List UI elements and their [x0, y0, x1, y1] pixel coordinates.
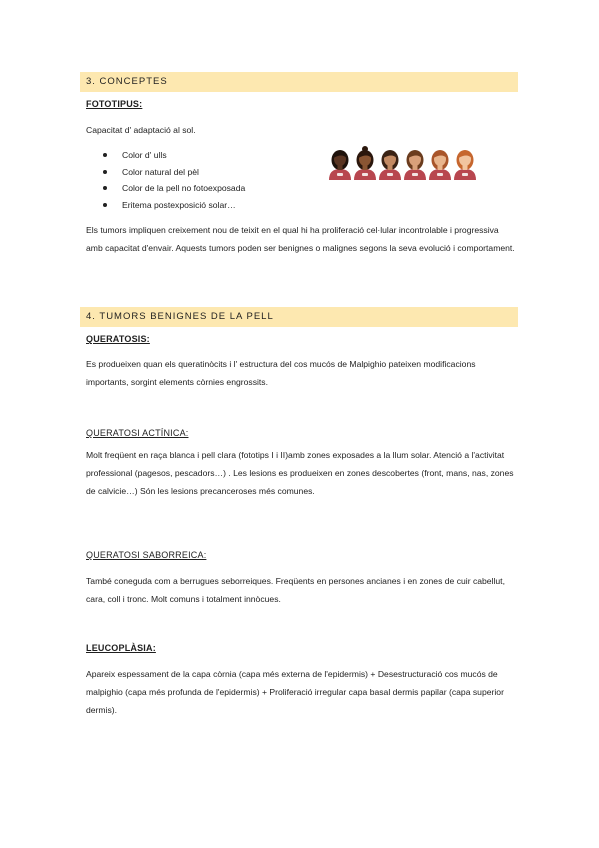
list-item: Color de la pell no fotoexposada	[86, 180, 245, 197]
person-figure	[379, 150, 401, 180]
section-heading-conceptes: 3. CONCEPTES	[80, 72, 518, 92]
section-heading-tumors-benignes: 4. TUMORS BENIGNES DE LA PELL	[80, 307, 518, 327]
queratosi-saborreica-text: També coneguda com a berrugues seborreiques. Freqüents en persones ancianes i en zones de cuir cabellut, cara, coll i tronc. Molt comuns i totalment innòcues.	[86, 576, 505, 604]
subheading-queratosis: QUERATOSIS:	[86, 334, 150, 344]
person-figure	[454, 150, 476, 180]
person-figure	[429, 150, 451, 180]
subheading-queratosi-actinica: QUERATOSI ACTÍNICA:	[86, 428, 189, 438]
person-figure	[404, 150, 426, 180]
tumors-paragraph: Els tumors impliquen creixement nou de teixit en el qual hi ha proliferació cel·lular incontrolable i progressiva amb capacitat d'envair. Aquests tumors poden ser benignes o malignes segons la seva evolució i comportament.	[86, 225, 515, 253]
queratosi-actinica-text: Molt freqüent en raça blanca i pell clara (fototips I i II)amb zones exposades a la llum solar. Atenció a l'activitat professional (pagesos, pescadors…) . Les lesions es produeixen en zones descobertes (front, mans, nas, zones de calvicie…) Són les lesions precanceroses més comunes.	[86, 450, 514, 496]
subheading-leucoplasia: LEUCOPLÀSIA:	[86, 643, 156, 653]
subheading-fototipus: FOTOTIPUS:	[86, 99, 143, 109]
person-figure	[354, 146, 376, 180]
list-item: Eritema postexposició solar…	[86, 197, 245, 214]
skin-tones-illustration	[328, 146, 478, 180]
queratosis-text: Es produeixen quan els queratinòcits i l' estructura del cos mucós de Malpighio pateixen modificacions importants, sorgint elements còrnies engrossits.	[86, 359, 476, 387]
fototipus-intro: Capacitat d' adaptació al sol.	[86, 125, 196, 135]
fototipus-list	[86, 147, 245, 213]
leucoplasia-text: Apareix espessament de la capa còrnia (capa més externa de l'epidermis) + Desestructuració cos mucós de malpighio (capa més profunda de l'epidermis) + Proliferació irregular capa basal dermis papilar (capa superior dermis).	[86, 669, 504, 715]
subheading-queratosi-saborreica: QUERATOSI SABORREICA:	[86, 550, 207, 560]
list-item: Color d' ulls	[86, 147, 245, 164]
person-figure	[329, 150, 351, 180]
list-item: Color natural del pèl	[86, 164, 245, 181]
